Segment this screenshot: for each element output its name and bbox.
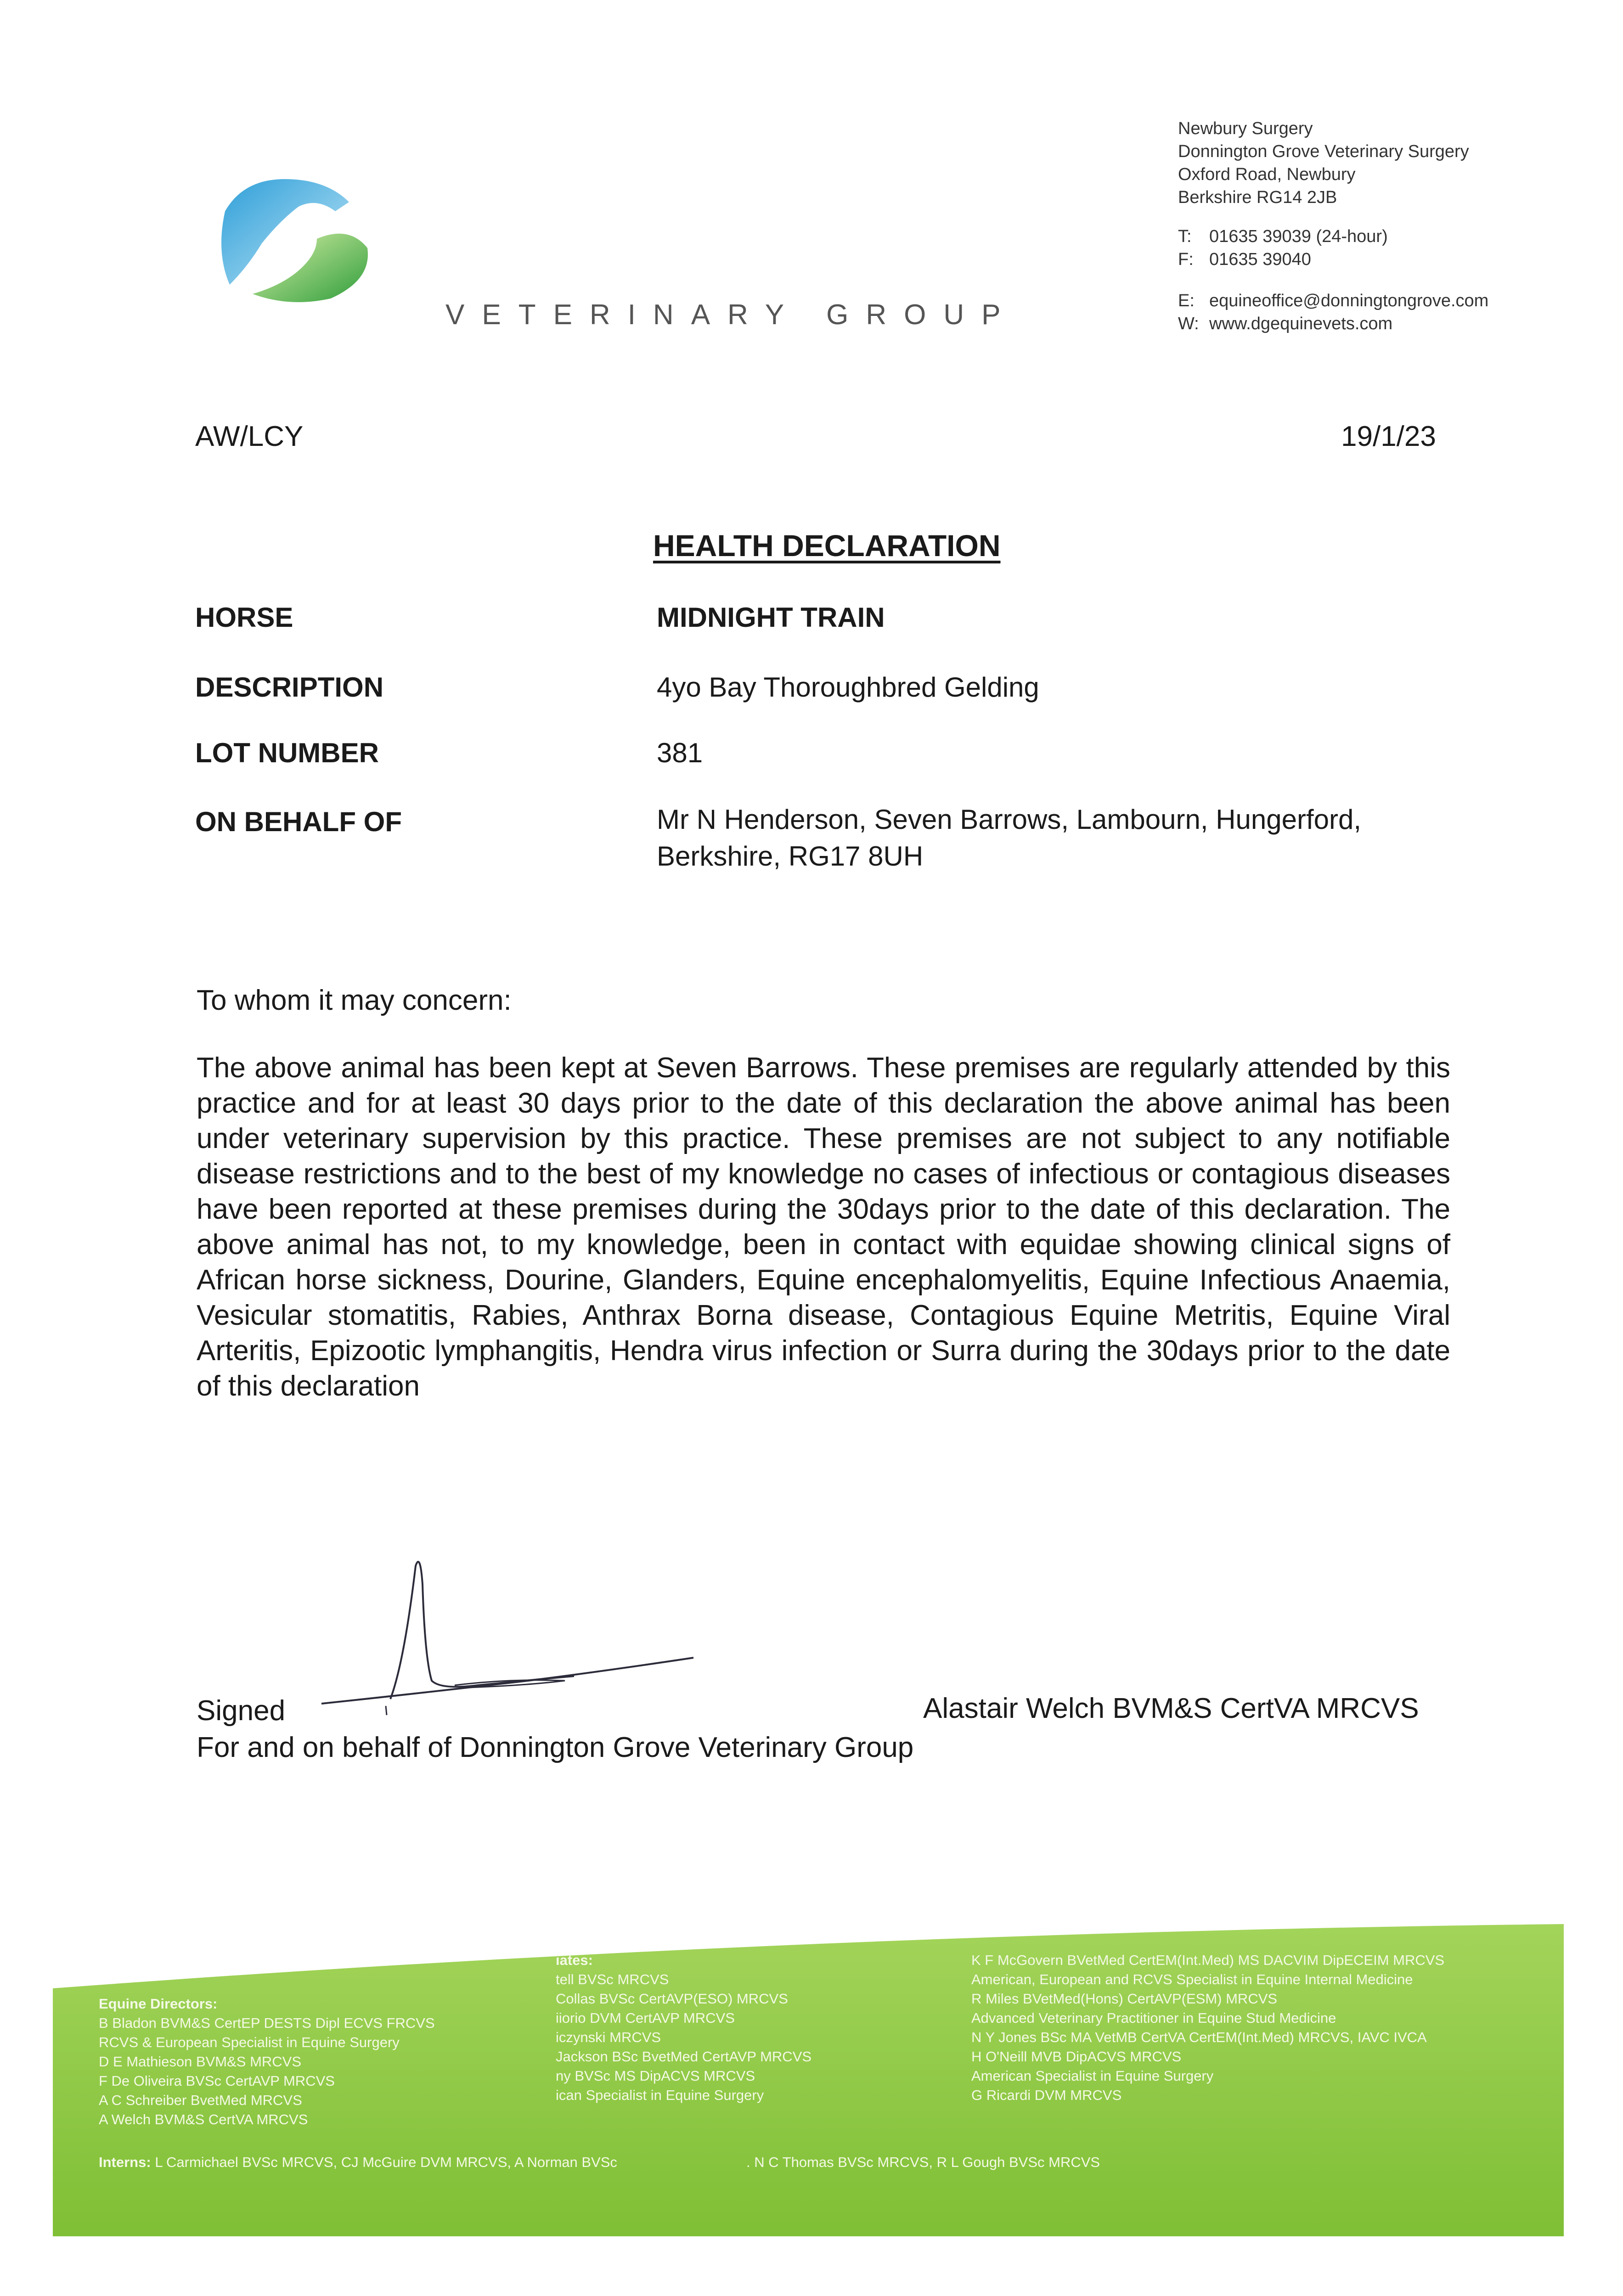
director-line: D E Mathieson BVM&S MRCVS — [99, 2054, 302, 2070]
reference-code: AW/LCY — [195, 421, 304, 452]
fax-number: 01635 39040 — [1209, 250, 1311, 269]
document-title: HEALTH DECLARATION — [653, 529, 1001, 563]
on-behalf-statement: For and on behalf of Donnington Grove Veterinary Group — [197, 1732, 914, 1763]
description-label: DESCRIPTION — [195, 672, 384, 703]
lot-number-value: 381 — [657, 737, 703, 768]
address-line: Donnington Grove Veterinary Surgery — [1178, 142, 1469, 161]
declaration-paragraph: The above animal has been kept at Seven Barrows. These premises are regularly attended by this practice and for at least 30 days prior to the date of this declaration the above animal has been under veterinary supervision by this practice. These premises are not subject to any notifiable disease restrictions and to the best of my knowledge no cases of infectious or contagious diseases have been reported at these premises during the 30days prior to the date of this declaration. The above animal has not, to my knowledge, been in contact with equidae showing clinical signs of African horse sickness, Dourine, Glanders, Equine encephalomyelitis, Equine Infectious Anaemia, Vesicular stomatitis, Rabies, Anthrax Borna disease, Contagious Equine Metritis, Equine Viral Arteritis, Epizootic lymphangitis, Hendra virus infection or Surra during the 30days prior to the date of this declaration — [197, 1052, 1450, 1402]
interns-label: Interns: — [99, 2154, 151, 2170]
surgery-address — [1178, 117, 1469, 209]
directors-heading: Equine Directors: — [99, 1996, 218, 2012]
on-behalf-line2: Berkshire, RG17 8UH — [657, 841, 924, 872]
lot-number-label: LOT NUMBER — [195, 737, 379, 768]
address-line: Newbury Surgery — [1178, 119, 1313, 138]
company-logo — [211, 170, 377, 308]
footer-interns — [99, 2153, 617, 2172]
signer-name: Alastair Welch BVM&S CertVA MRCVS — [923, 1693, 1419, 1724]
email-label: E: — [1178, 291, 1195, 310]
specialist-line: N Y Jones BSc MA VetMB CertVA CertEM(Int.Med) MRCVS, IAVC IVCA — [971, 2029, 1427, 2045]
footer-directors — [99, 1994, 435, 2129]
email-address: equineoffice@donningtongrove.com — [1209, 291, 1489, 310]
associate-line: Collas BVSc CertAVP(ESO) MRCVS — [556, 1991, 788, 2007]
specialist-line: H O'Neill MVB DipACVS MRCVS — [971, 2048, 1182, 2065]
associate-line: iczynski MRCVS — [556, 2029, 661, 2045]
specialist-line: American, European and RCVS Specialist in Equine Internal Medicine — [971, 1971, 1413, 1987]
associate-line: ny BVSc MS DipACVS MRCVS — [556, 2068, 755, 2084]
specialist-line: American Specialist in Equine Surgery — [971, 2068, 1214, 2084]
associate-line: iiorio DVM CertAVP MRCVS — [556, 2010, 735, 2026]
director-line: F De Oliveira BVSc CertAVP MRCVS — [99, 2073, 335, 2089]
description-value: 4yo Bay Thoroughbred Gelding — [657, 672, 1039, 703]
horse-name: MIDNIGHT TRAIN — [657, 602, 885, 633]
associate-line: Jackson BSc BvetMed CertAVP MRCVS — [556, 2048, 812, 2065]
declaration-body — [197, 983, 1450, 1404]
specialist-line: G Ricardi DVM MRCVS — [971, 2087, 1122, 2103]
horse-label: HORSE — [195, 602, 293, 633]
associate-line: ican Specialist in Equine Surgery — [556, 2087, 764, 2103]
footer-associates — [556, 1951, 812, 2105]
interns-list-a: L Carmichael BVSc MRCVS, CJ McGuire DVM MRCVS, A Norman BVSc — [155, 2154, 617, 2170]
phone-label: T: — [1178, 227, 1192, 246]
director-line: B Bladon BVM&S CertEP DESTS Dipl ECVS FRCVS — [99, 2015, 435, 2031]
director-line: RCVS & European Specialist in Equine Surgery — [99, 2034, 400, 2050]
footer-interns-continued — [746, 2153, 1100, 2172]
fax-label: F: — [1178, 250, 1194, 269]
phone-number: 01635 39039 (24-hour) — [1209, 227, 1388, 246]
address-line: Berkshire RG14 2JB — [1178, 188, 1337, 207]
website-url: www.dgequinevets.com — [1209, 314, 1393, 333]
web-label: W: — [1178, 314, 1199, 333]
on-behalf-line1: Mr N Henderson, Seven Barrows, Lambourn, Hungerford, — [657, 804, 1362, 835]
footer-specialists — [971, 1951, 1444, 2105]
director-line: A Welch BVM&S CertVA MRCVS — [99, 2111, 308, 2127]
director-line: A C Schreiber BvetMed MRCVS — [99, 2092, 302, 2108]
address-line: Oxford Road, Newbury — [1178, 165, 1356, 184]
signed-label: Signed — [197, 1695, 286, 1727]
specialist-line: K F McGovern BVetMed CertEM(Int.Med) MS DACVIM DipECEIM MRCVS — [971, 1952, 1445, 1968]
associates-heading: iates: — [556, 1952, 593, 1968]
logo-tagline: VETERINARY GROUP — [445, 299, 1018, 331]
letter-date: 19/1/23 — [1341, 421, 1436, 452]
on-behalf-label: ON BEHALF OF — [195, 806, 402, 837]
interns-list-b: . N C Thomas BVSc MRCVS, R L Gough BVSc MRCVS — [746, 2154, 1100, 2170]
contact-details — [1178, 225, 1488, 335]
associate-line: tell BVSc MRCVS — [556, 1971, 669, 1987]
specialist-line: R Miles BVetMed(Hons) CertAVP(ESM) MRCVS — [971, 1991, 1278, 2007]
salutation: To whom it may concern: — [197, 985, 512, 1016]
specialist-line: Advanced Veterinary Practitioner in Equine Stud Medicine — [971, 2010, 1336, 2026]
handwritten-signature — [317, 1548, 698, 1722]
